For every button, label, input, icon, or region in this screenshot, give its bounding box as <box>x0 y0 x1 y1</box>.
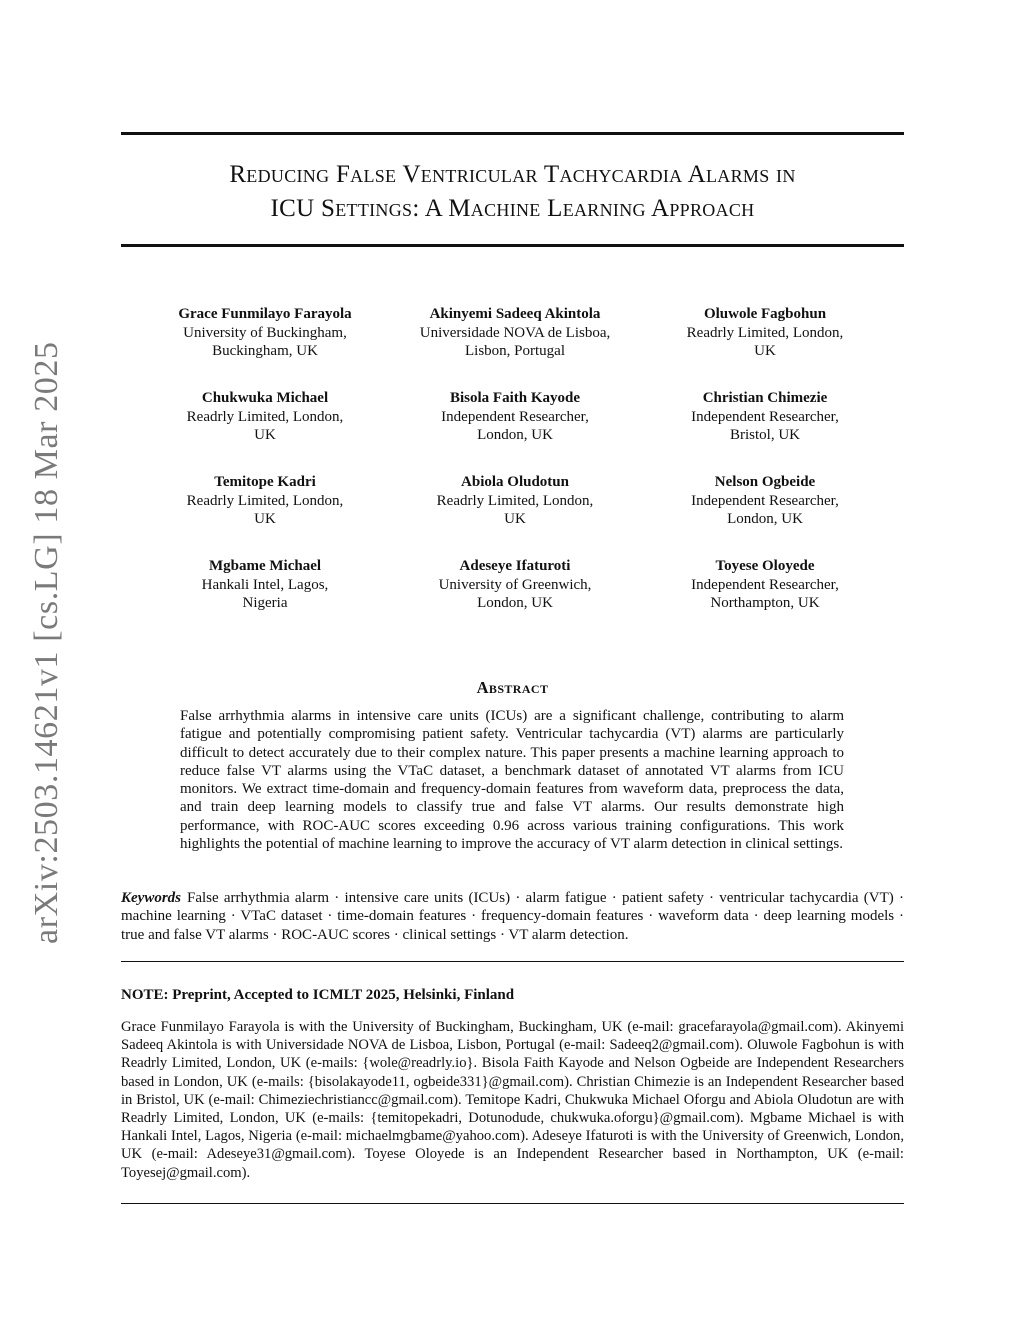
author-name: Abiola Oludotun <box>461 474 569 490</box>
author-name: Chukwuka Michael <box>201 390 329 406</box>
author-block <box>140 473 390 557</box>
abstract-heading: Abstract <box>476 678 549 697</box>
preprint-note: NOTE: Preprint, Accepted to ICMLT 2025, Helsinki, Finland <box>121 987 515 1003</box>
author-block <box>640 557 890 641</box>
author-block <box>390 305 640 389</box>
author-block <box>640 473 890 557</box>
author-block <box>390 557 640 641</box>
arxiv-side-stamp: arXiv:2503.14621v1 [cs.LG] 18 Mar 2025 <box>28 341 65 944</box>
author-affiliation: Independent Researcher, <box>691 576 839 593</box>
author-row <box>140 305 890 389</box>
author-row <box>140 389 890 473</box>
author-location: Bristol, UK <box>729 427 800 443</box>
author-row <box>140 557 890 641</box>
author-affiliation: Readrly Limited, London, <box>186 492 344 509</box>
author-affiliation: University of Greenwich, <box>438 576 592 593</box>
author-affiliation: University of Buckingham, <box>183 324 347 341</box>
title-bottom-rule <box>121 244 904 247</box>
author-location: London, UK <box>477 595 553 611</box>
author-name: Mgbame Michael <box>208 558 322 574</box>
author-affiliation: Readrly Limited, London, <box>186 408 344 425</box>
author-name: Akinyemi Sadeeq Akintola <box>429 306 601 322</box>
author-affiliation: Independent Researcher, <box>691 492 839 509</box>
author-location: Nigeria <box>242 595 288 611</box>
author-location: UK <box>504 511 526 527</box>
paper-title <box>121 158 904 226</box>
author-location: London, UK <box>477 427 553 443</box>
author-name: Grace Funmilayo Farayola <box>178 306 352 322</box>
author-affiliation: Readrly Limited, London, <box>436 492 594 509</box>
author-name: Nelson Ogbeide <box>714 474 816 490</box>
abstract-body: False arrhythmia alarms in intensive care units (ICUs) are a significant challenge, contributing to alarm fatigue and potentially compromising patient safety. Ventricular tachycardia (VT) alarms are particularly difficult to detect accurately due to their complex nature. This paper presents a machine learning approach to reduce false VT alarms using the VTaC dataset, a benchmark dataset of annotated VT alarms from ICU monitors. We extract time-domain and frequency-domain features from waveform data, preprocess the data, and train deep learning models to classify true and false VT alarms. Our results demonstrate high performance, with ROC-AUC scores exceeding 0.96 across various training configurations. This work highlights the potential of machine learning to improve the accuracy of VT alarm detection in clinical settings. <box>180 708 844 853</box>
title-top-rule <box>121 132 904 135</box>
title-line-2: ICU Settings: A Machine Learning Approach <box>270 195 755 222</box>
author-name: Toyese Oloyede <box>715 558 815 574</box>
author-affiliation: Independent Researcher, <box>691 408 839 425</box>
author-location: London, UK <box>727 511 803 527</box>
author-row <box>140 473 890 557</box>
author-block <box>640 389 890 473</box>
author-name: Christian Chimezie <box>702 390 828 406</box>
author-block <box>140 389 390 473</box>
author-block <box>140 305 390 389</box>
author-location: UK <box>254 511 276 527</box>
author-affiliation: Universidade NOVA de Lisboa, <box>419 324 611 341</box>
author-name: Bisola Faith Kayode <box>449 390 580 406</box>
author-location: UK <box>254 427 276 443</box>
author-location: UK <box>754 343 776 359</box>
author-affiliation: Hankali Intel, Lagos, <box>201 576 329 593</box>
keywords-label: Keywords <box>121 890 181 906</box>
author-grid <box>140 305 890 641</box>
author-block <box>640 305 890 389</box>
author-name: Adeseye Ifaturoti <box>459 558 571 574</box>
footnote-top-rule <box>121 961 904 962</box>
author-block <box>140 557 390 641</box>
author-location: Northampton, UK <box>710 595 820 611</box>
keywords-paragraph <box>121 889 904 944</box>
author-name: Oluwole Fagbohun <box>703 306 827 322</box>
author-affiliation: Readrly Limited, London, <box>686 324 844 341</box>
author-block <box>390 389 640 473</box>
author-affiliation: Independent Researcher, <box>441 408 589 425</box>
title-line-1: Reducing False Ventricular Tachycardia Alarms in <box>229 161 796 188</box>
author-location: Buckingham, UK <box>212 343 318 359</box>
author-name: Temitope Kadri <box>214 474 316 490</box>
author-block <box>390 473 640 557</box>
affiliations-paragraph: Grace Funmilayo Farayola is with the University of Buckingham, Buckingham, UK (e-mail: gracefarayola@gmail.com). Akinyemi Sadeeq Akintola is with Universidade NOVA de Lisboa, Lisbon, Portugal (e-mail: Sadeeq2@gmail.com). Oluwole Fagbohun is with Readrly Limited, London, UK (e-mails: {wole@readrly.io}. Bisola Faith Kayode and Nelson Ogbeide are Independent Researchers based in London, UK (e-mails: {bisolakayode11, ogbeide331}@gmail.com). Christian Chimezie is an Independent Researcher based in Bristol, UK (e-mail: Chimeziechristiancc@gmail.com). Temitope Kadri, Chukwuka Michael Oforgu and Abiola Oludotun are with Readrly Limited, London, UK (e-mails: {temitopekadri, Dotunodude, chukwuka.oforgu}@gmail.com). Mgbame Michael is with Hankali Intel, Lagos, Nigeria (e-mail: michaelmgbame@yahoo.com). Adeseye Ifaturoti is with the University of Greenwich, London, UK (e-mail: Adeseye31@gmail.com). Toyese Oloyede is an Independent Researcher based in Northampton, UK (e-mail: Toyesej@gmail.com). <box>121 1019 904 1181</box>
author-location: Lisbon, Portugal <box>465 343 565 359</box>
footnote-bottom-rule <box>121 1203 904 1204</box>
keywords-text: False arrhythmia alarm · intensive care units (ICUs) · alarm fatigue · patient safety · ventricular tachycardia (VT) · machine learning · VTaC dataset · time-domain features · frequency-domain features · waveform data · deep learning models · true and false VT alarms · ROC-AUC scores · clinical settings · VT alarm detection. <box>121 890 904 943</box>
